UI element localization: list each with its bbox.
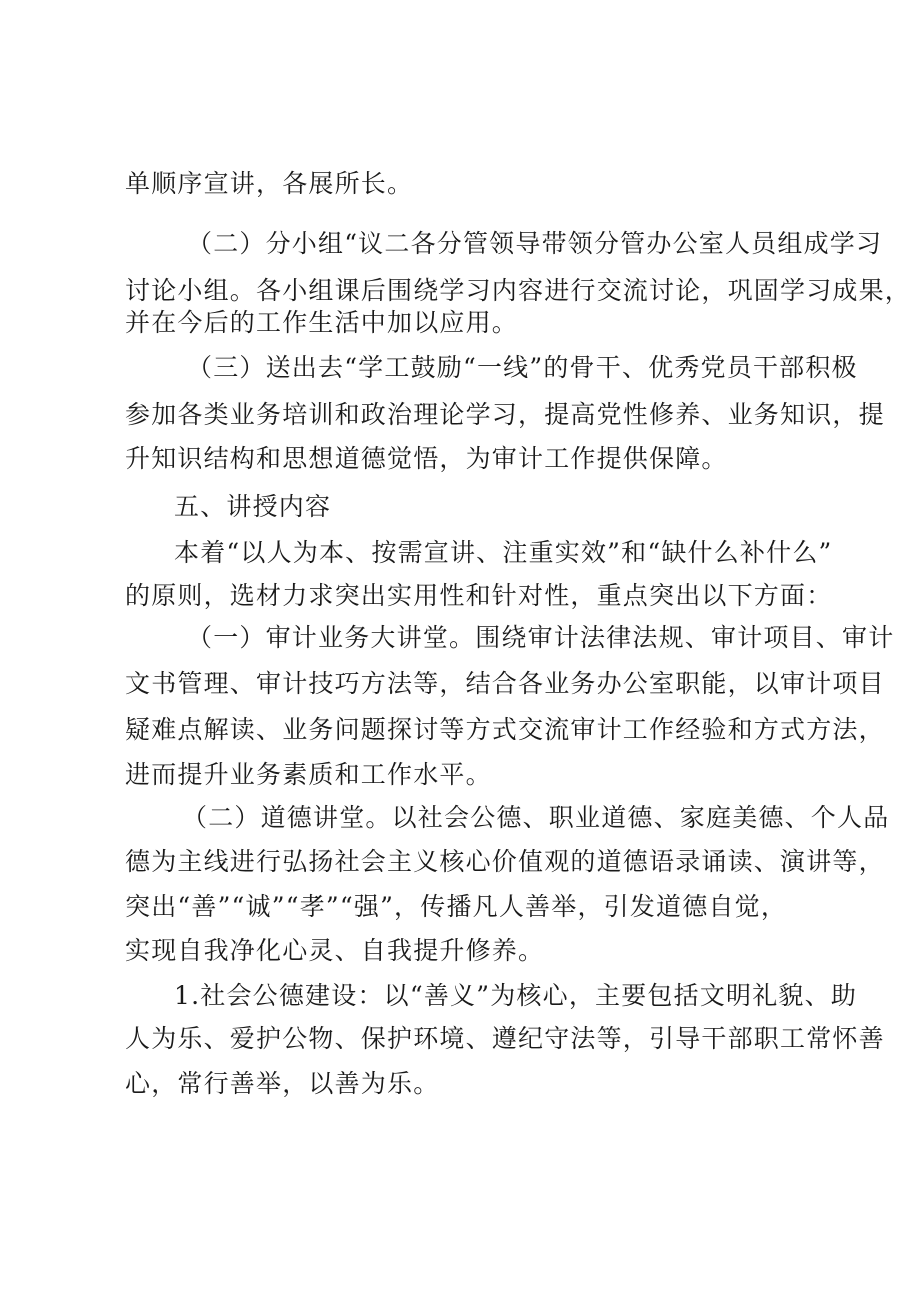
text-line: 突出“善”“诚”“孝”“强”，传播凡人善举，引发道德自觉， <box>125 892 788 921</box>
text-line: 疑难点解读、业务问题探讨等方式交流审计工作经验和方式方法， <box>125 715 885 744</box>
text-line: 的原则，选材力求突出实用性和针对性，重点突出以下方面： <box>125 581 833 610</box>
text-line: （二）道德讲堂。以社会公德、职业道德、家庭美德、个人品 <box>182 803 890 832</box>
text-line: （一）审计业务大讲堂。围绕审计法律法规、审计项目、审计 <box>187 623 895 652</box>
text-line: 实现自我净化心灵、自我提升修养。 <box>125 936 545 965</box>
text-line: 心，常行善举，以善为乐。 <box>125 1069 440 1098</box>
text-line: 文书管理、审计技巧方法等，结合各业务办公室职能，以审计项目 <box>125 669 885 698</box>
text-line: 参加各类业务培训和政治理论学习，提高党性修养、业务知识，提 <box>125 400 885 429</box>
text-line: 德为主线进行弘扬社会主义核心价值观的道德语录诵读、演讲等， <box>125 847 885 876</box>
text-line: 升知识结构和思想道德觉悟，为审计工作提供保障。 <box>125 444 728 473</box>
text-line: 进而提升业务素质和工作水平。 <box>125 760 492 789</box>
text-line: （三）送出去“学工鼓励“一线”的骨干、优秀党员干部积极 <box>187 353 858 382</box>
text-line: 并在今后的工作生活中加以应用。 <box>125 308 519 337</box>
text-line: （二）分小组“议二各分管领导带领分管办公室人员组成学习 <box>187 229 883 258</box>
text-line: 讨论小组。各小组课后围绕学习内容进行交流讨论，巩固学习成果， <box>125 276 912 305</box>
text-line: 本着“以人为本、按需宣讲、注重实效”和“缺什么补什么” <box>174 538 833 567</box>
text-line: 1.社会公德建设：以“善义”为核心，主要包括文明礼貌、助 <box>174 981 858 1010</box>
text-line: 单顺序宣讲，各展所长。 <box>125 169 414 198</box>
text-line: 人为乐、爱护公物、保护环境、遵纪守法等，引导干部职工常怀善 <box>125 1024 885 1053</box>
section-heading: 五、讲授内容 <box>174 492 332 521</box>
